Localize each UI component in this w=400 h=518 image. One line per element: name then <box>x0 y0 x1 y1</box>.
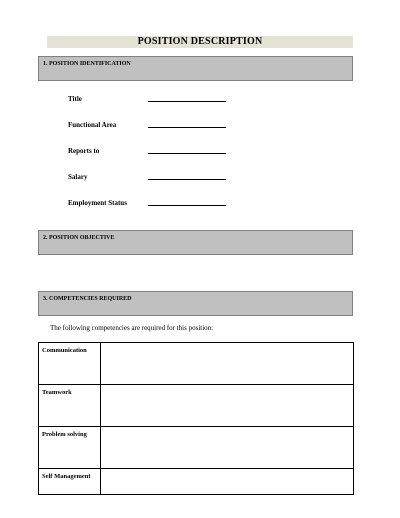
field-line-salary[interactable] <box>148 179 226 180</box>
table-row <box>39 469 354 495</box>
table-row <box>39 343 354 385</box>
table-row <box>39 427 354 469</box>
field-line-title[interactable] <box>148 101 226 102</box>
section-header-position-objective: 2. POSITION OBJECTIVE <box>38 230 353 255</box>
field-line-employment-status[interactable] <box>148 205 226 206</box>
competency-input-cell[interactable] <box>101 469 354 495</box>
section-header-competencies-required: 3. COMPETENCIES REQUIRED <box>38 291 353 316</box>
competency-input-cell[interactable] <box>101 343 354 385</box>
field-label-reports-to: Reports to <box>68 147 100 155</box>
section-header-position-identification: 1. POSITION IDENTIFICATION <box>38 56 353 81</box>
field-label-functional-area: Functional Area <box>68 121 117 129</box>
competency-label: Teamwork <box>39 385 101 427</box>
competency-label: Communication <box>39 343 101 385</box>
field-line-functional-area[interactable] <box>148 127 226 128</box>
competency-input-cell[interactable] <box>101 385 354 427</box>
competencies-table <box>38 342 354 495</box>
competencies-intro: The following competencies are required for this position: <box>50 324 214 332</box>
page-title: POSITION DESCRIPTION <box>47 36 353 48</box>
table-row <box>39 385 354 427</box>
competency-label: Self Management <box>39 469 101 495</box>
competency-input-cell[interactable] <box>101 427 354 469</box>
field-label-salary: Salary <box>68 173 88 181</box>
competency-label: Problem solving <box>39 427 101 469</box>
field-line-reports-to[interactable] <box>148 153 226 154</box>
field-label-employment-status: Employment Status <box>68 199 127 207</box>
field-label-title: Title <box>68 95 82 103</box>
